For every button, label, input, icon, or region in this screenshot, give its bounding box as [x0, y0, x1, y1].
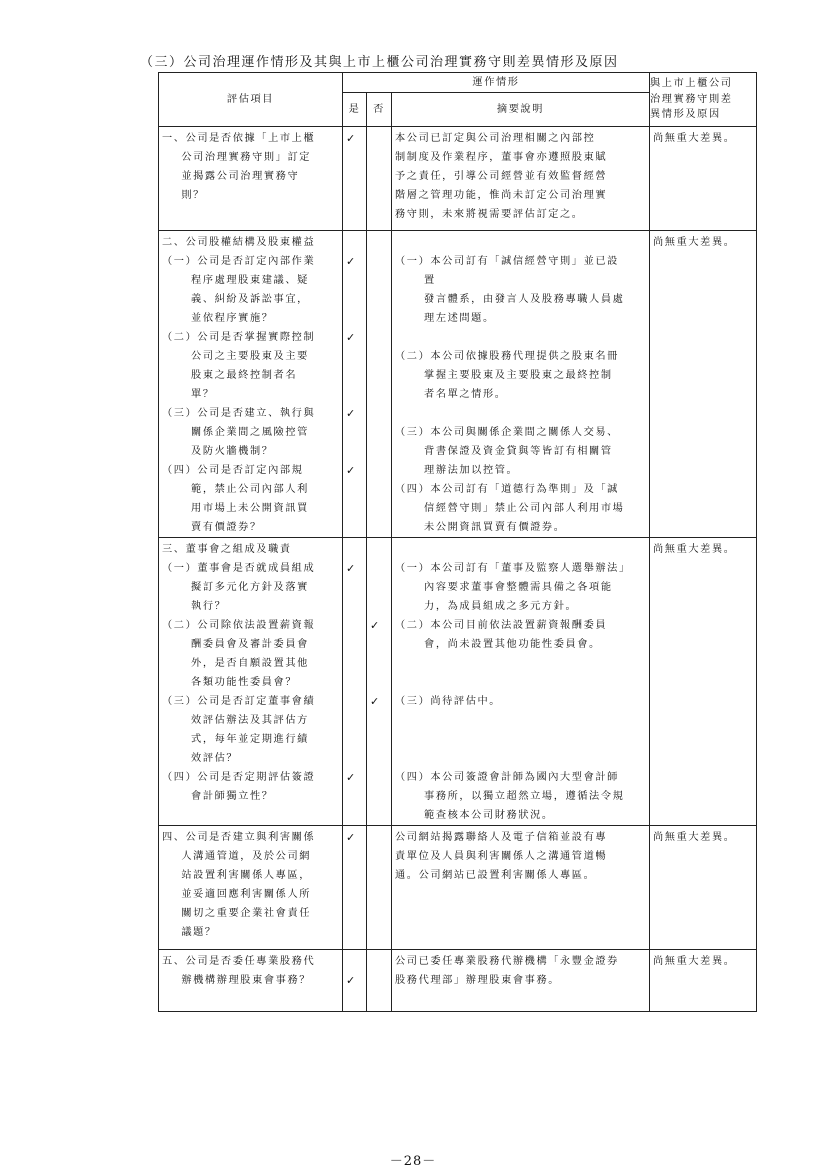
- summary-line: 階層之管理功能，惟尚未訂定公司治理實: [395, 190, 608, 201]
- item-line: 程序處理股東建議、疑: [162, 275, 309, 286]
- no-mark: [370, 711, 389, 730]
- summary-line: 未公開資訊買賣有價證券。: [395, 522, 566, 533]
- yes-mark: [346, 787, 364, 806]
- yes-mark: ✓: [346, 562, 356, 575]
- no-mark: ✓: [370, 695, 380, 708]
- yes-mark: [346, 616, 364, 635]
- table-row: [159, 950, 757, 1012]
- summary-line: （一）本公司訂有「誠信經營守則」並已設: [395, 256, 619, 267]
- item-line: 執行？: [162, 601, 227, 612]
- summary-line: （二）本公司目前依法設置薪資報酬委員: [395, 620, 608, 631]
- difference-cell: [650, 231, 757, 538]
- summary-line: 置: [395, 275, 436, 286]
- item-line: 效評估？: [162, 753, 239, 764]
- item-line: （四）公司是否訂定內部規: [162, 465, 304, 476]
- summary-line: [395, 711, 647, 730]
- summary-line: [395, 730, 647, 749]
- summary-line: [395, 749, 647, 768]
- yes-mark: [346, 673, 364, 692]
- difference-text: 尚無重大差異。: [653, 956, 736, 967]
- item-cell: [159, 127, 343, 231]
- yes-mark: [346, 309, 364, 328]
- no-mark: [370, 673, 389, 692]
- item-line: 酬委員會及審計委員會: [162, 639, 309, 650]
- yes-mark: ✓: [346, 331, 356, 344]
- summary-line: 理左述問題。: [395, 313, 495, 324]
- yes-mark: [346, 540, 364, 559]
- item-line: （一）公司是否訂定內部作業: [162, 256, 316, 267]
- yes-mark: [346, 749, 364, 768]
- summary-line: 股務代理部」辦理股東會事務。: [395, 975, 561, 986]
- summary-line: （二）本公司依據股務代理提供之股東名冊: [395, 351, 619, 362]
- no-mark: [370, 578, 389, 597]
- yes-mark: [346, 480, 364, 499]
- yes-mark: [346, 635, 364, 654]
- summary-line: [395, 233, 647, 252]
- no-cell: [367, 950, 392, 1012]
- item-line: 用市場上未公開資訊買: [162, 503, 309, 514]
- summary-line: （四）本公司簽證會計師為國內大型會計師: [395, 772, 619, 783]
- summary-line: 信經營守則」禁止公司內部人利用市場: [395, 503, 625, 514]
- yes-mark: [346, 347, 364, 366]
- no-mark: [370, 559, 389, 578]
- summary-line: 事務所，以獨立超然立場，遵循法令規: [395, 791, 625, 802]
- summary-line: （三）本公司與關係企業間之關係人交易、: [395, 427, 619, 438]
- header-difference-line: 治理實務守則差: [650, 93, 733, 105]
- yes-mark: ✓: [346, 771, 356, 784]
- item-line: 公司之主要股東及主要: [162, 351, 309, 362]
- item-line: 一、公司是否依據「上市上櫃: [162, 133, 316, 144]
- summary-line: 力，為成員組成之多元方針。: [395, 601, 578, 612]
- no-mark: [370, 654, 389, 673]
- yes-mark: [346, 366, 364, 385]
- summary-line: [395, 673, 647, 692]
- item-line: 會計師獨立性？: [162, 791, 274, 802]
- summary-line: 內容要求董事會整體需具備之各項能: [395, 582, 613, 593]
- item-cell: [159, 538, 343, 826]
- yes-cell: [343, 127, 367, 231]
- yes-mark: [346, 233, 364, 252]
- no-cell: [367, 538, 392, 826]
- yes-mark: [346, 271, 364, 290]
- table-row: [159, 538, 757, 826]
- item-line: 效評估辦法及其評估方: [162, 715, 309, 726]
- summary-line: [395, 654, 647, 673]
- difference-text: 尚無重大差異。: [653, 237, 736, 248]
- summary-line: [395, 540, 647, 559]
- summary-line: 責單位及人員與利害關係人之溝通管道暢: [395, 851, 608, 862]
- item-line: （三）公司是否訂定董事會績: [162, 696, 316, 707]
- yes-mark: [346, 730, 364, 749]
- item-line: 外，是否自願設置其他: [162, 658, 309, 669]
- no-mark: ✓: [370, 619, 380, 632]
- summary-line: 發言體系，由發言人及股務專職人員處: [395, 294, 625, 305]
- summary-cell: [392, 538, 650, 826]
- summary-line: 予之責任，引導公司經營並有效監督經營: [395, 171, 608, 182]
- header-summary: 摘要說明: [392, 93, 650, 127]
- no-mark: [370, 952, 389, 971]
- yes-mark: ✓: [346, 464, 356, 477]
- item-line: 並揭露公司治理實務守: [162, 171, 300, 182]
- item-line: 並妥適回應利害關係人所: [162, 889, 312, 900]
- item-cell: [159, 826, 343, 950]
- yes-mark: ✓: [346, 407, 356, 420]
- difference-cell: [650, 826, 757, 950]
- summary-line: 制制度及作業程序，董事會亦遵照股東賦: [395, 152, 608, 163]
- header-yes: 是: [343, 93, 367, 127]
- yes-mark: [346, 442, 364, 461]
- yes-mark: ✓: [346, 831, 356, 844]
- yes-mark: [346, 952, 364, 971]
- summary-line: 公司已委任專業股務代辦機構「永豐金證券: [395, 956, 619, 967]
- item-line: 單？: [162, 389, 215, 400]
- yes-cell: [343, 826, 367, 950]
- yes-mark: ✓: [346, 255, 356, 268]
- no-mark: [370, 768, 389, 787]
- no-mark: [370, 540, 389, 559]
- item-line: （四）公司是否定期評估簽證: [162, 772, 316, 783]
- yes-mark: [346, 654, 364, 673]
- no-mark: [370, 828, 389, 847]
- yes-cell: [343, 538, 367, 826]
- item-cell: [159, 950, 343, 1012]
- no-cell: [367, 231, 392, 538]
- yes-mark: ✓: [346, 132, 356, 145]
- yes-cell: [343, 950, 367, 1012]
- summary-line: 掌握主要股東及主要股東之最終控制: [395, 370, 613, 381]
- summary-line: 者名單之情形。: [395, 389, 507, 400]
- summary-line: 理辦法加以控管。: [395, 465, 519, 476]
- page-number: －28－: [389, 1154, 437, 1169]
- header-item: 評估項目: [159, 73, 343, 127]
- yes-mark: [346, 518, 364, 537]
- item-line: 各類功能性委員會？: [162, 677, 298, 688]
- difference-cell: [650, 950, 757, 1012]
- item-line: 四、公司是否建立與利害關係: [162, 832, 316, 843]
- summary-cell: [392, 950, 650, 1012]
- yes-mark: [346, 578, 364, 597]
- item-line: 關係企業間之風險控管: [162, 427, 309, 438]
- yes-mark: ✓: [346, 974, 356, 987]
- no-cell: [367, 826, 392, 950]
- header-operation: 運作情形: [343, 73, 650, 93]
- item-line: 則？: [162, 190, 205, 201]
- header-difference-line: 與上市上櫃公司: [650, 78, 733, 90]
- table-body: [159, 127, 757, 1012]
- item-line: 義、糾紛及訴訟事宜，: [162, 294, 309, 305]
- difference-text: 尚無重大差異。: [653, 544, 736, 555]
- difference-text: 尚無重大差異。: [653, 832, 736, 843]
- no-mark: [370, 233, 389, 252]
- item-line: 辦機構辦理股東會事務？: [162, 975, 312, 986]
- no-mark: [370, 129, 389, 148]
- item-line: 五、公司是否委任專業股務代: [162, 956, 316, 967]
- yes-mark: [346, 597, 364, 616]
- summary-line: [395, 404, 647, 423]
- item-line: 公司治理實務守則」訂定: [162, 152, 312, 163]
- no-mark: [370, 749, 389, 768]
- item-line: 式，每年並定期進行績: [162, 734, 309, 745]
- table-row: [159, 231, 757, 538]
- item-line: 並依程序實施？: [162, 313, 274, 324]
- yes-mark: [346, 499, 364, 518]
- difference-text: 尚無重大差異。: [653, 133, 736, 144]
- yes-mark: [346, 385, 364, 404]
- item-line: 議題？: [162, 927, 217, 938]
- item-line: 二、公司股權結構及股東權益: [162, 237, 316, 248]
- yes-mark: [346, 692, 364, 711]
- yes-mark: [346, 290, 364, 309]
- item-line: 三、董事會之組成及職責: [162, 544, 292, 555]
- item-line: 股東之最終控制者名: [162, 370, 298, 381]
- summary-line: （四）本公司訂有「道德行為準則」及「誠: [395, 484, 619, 495]
- summary-line: 背書保證及資金貸與等皆訂有相關管: [395, 446, 613, 457]
- yes-mark: [346, 711, 364, 730]
- header-difference-line: 異情形及原因: [650, 109, 721, 121]
- item-cell: [159, 231, 343, 538]
- summary-line: 通。公司網站已設置利害關係人專區。: [395, 870, 596, 881]
- no-mark: [370, 597, 389, 616]
- no-mark: [370, 635, 389, 654]
- item-line: 擬訂多元化方針及落實: [162, 582, 309, 593]
- yes-mark: [346, 423, 364, 442]
- summary-line: 範查核本公司財務狀況。: [395, 810, 554, 821]
- item-line: （三）公司是否建立、執行與: [162, 408, 316, 419]
- item-line: （二）公司是否掌握實際控制: [162, 332, 316, 343]
- difference-cell: [650, 127, 757, 231]
- summary-line: 務守則，未來將視需要評估訂定之。: [395, 209, 584, 220]
- no-mark: [370, 787, 389, 806]
- summary-cell: [392, 826, 650, 950]
- header-difference: [650, 73, 757, 127]
- summary-line: （三）尚待評估中。: [395, 696, 502, 707]
- item-line: （二）公司除依法設置薪資報: [162, 620, 316, 631]
- item-line: 關切之重要企業社會責任: [162, 908, 312, 919]
- item-line: 範，禁止公司內部人利: [162, 484, 309, 495]
- section-title: （三）公司治理運作情形及其與上市上櫃公司治理實務守則差異情形及原因: [140, 55, 619, 70]
- item-line: （一）董事會是否就成員組成: [162, 563, 316, 574]
- summary-line: （一）本公司訂有「董事及監察人選舉辦法」: [395, 563, 631, 574]
- item-line: 站設置利害關係人專區，: [162, 870, 312, 881]
- summary-line: 公司網站揭露聯絡人及電子信箱並設有專: [395, 832, 608, 843]
- summary-cell: [392, 127, 650, 231]
- yes-cell: [343, 231, 367, 538]
- item-line: 及防火牆機制？: [162, 446, 274, 457]
- summary-cell: [392, 231, 650, 538]
- item-line: 賣有價證券？: [162, 522, 262, 533]
- no-cell: [367, 127, 392, 231]
- difference-cell: [650, 538, 757, 826]
- header-no: 否: [367, 93, 392, 127]
- summary-line: [395, 328, 647, 347]
- governance-table: [158, 72, 757, 1012]
- summary-line: 會，尚未設置其他功能性委員會。: [395, 639, 601, 650]
- no-mark: [370, 730, 389, 749]
- summary-line: 本公司已訂定與公司治理相關之內部控: [395, 133, 596, 144]
- table-row: [159, 826, 757, 950]
- item-line: 人溝通管道，及於公司網: [162, 851, 312, 862]
- table-row: [159, 127, 757, 231]
